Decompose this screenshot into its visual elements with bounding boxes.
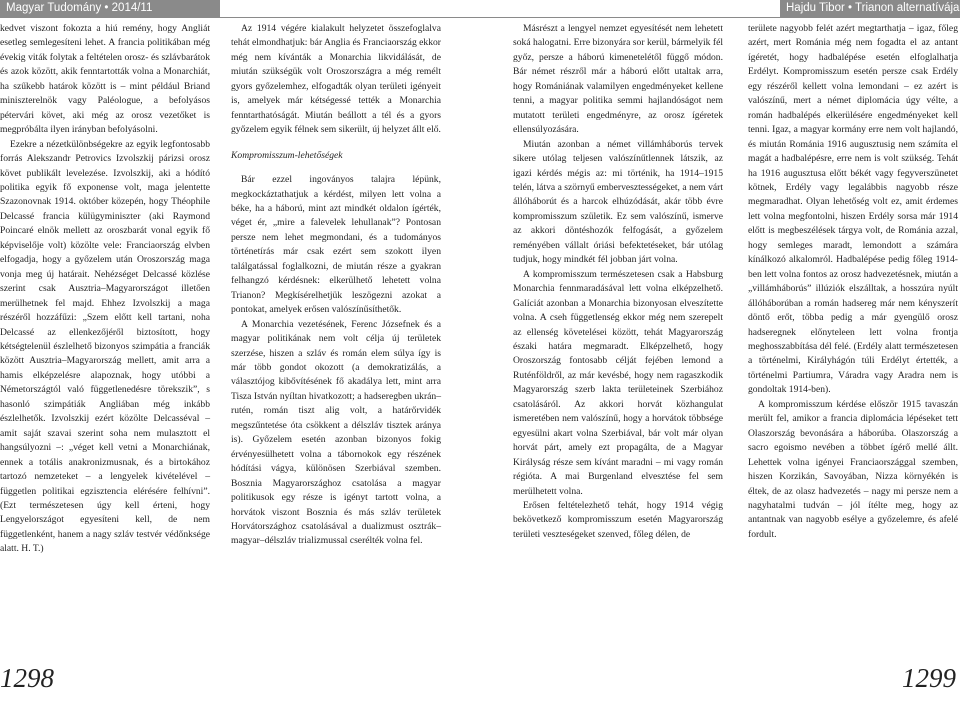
paragraph: A kompromisszum természetesen csak a Habsburg Monarchia fennmaradásával lett volna elképzelhető. Galíciát azonban a Monarchia bizonyosan elveszítette volna. A cseh függetlenség ekkor még nem szerepelt az ellenség követelései között, tehát Magyarország északi határa megmaradt. Elképzelhető, hogy Oroszország fontosabb célját fejében lemond a Ruténföldről, az már kevésbé, hogy nem ragaszkodik Magyarország szerb lakta területeinek Szerbiához csatolásáról. Az akkori horvát közhangulat ismeretében nem valószínű, hogy a horvátok többsége egyesülni akart volna Szerbiával, bár volt már olyan horvát párt, amely ezt propagálta, de a Magyar Királyság része sem kívánt maradni – mi vagy román régióta. A mai Burgenland elvesztése fel sem merülhetett volna. <box>513 268 723 497</box>
page-number-right: 1299 <box>902 663 956 693</box>
paragraph: területe nagyobb felét azért megtarthatja – igaz, főleg azért, mert Románia még nem fogadta el az antant ígéretét, hogy hadbalépése esetén elfoglalhatja Erdélyt. Kompromisszum esetén persze csak Erdély egy részéről kellett volna lemondani – ez azért is valószínű, mert a német diplomácia úgy vélte, a román hadbalépés elkerülésére engedményeket kell tenni. Igaz, a magyar kormány erre nem volt hajlandó, és miután Románia 1916 augusztusig nem számíta el magát a hadbalépésre, erre nem is volt szükség. Tehát ha 1916 augusztusa előtt békét vagy fegyverszünetet kötnek, Erdély vagy legalábbis nagyobb része megmaradhat. Olyan lehetőség volt ez, amit érdemes lett volna megfontolni, hiszen Erdély sorsa már 1914 előtt is megbeszélések tárgya volt, de Románia azzal, hogy semleges maradt, lemondott a számára kínálkozó alkalomról. Hadbalépése pedig főleg 1914-ben lett volna fontos az orosz hadvezetésnek, miután a „villámháborús” illúziók elszálltak, a hosszúra nyúlt állóháborúban a román hadsereg már nem kényszerít döntő erőt, többa pedig a már gyengülő orosz hadseregnek előnyteleen lett volna frontja meghosszabbítása dél felé. (Erdély alatt természetesen a történelmi, Királyhágón túli Erdélyt értették, a történelmi Partiumra, Váradra vagy Aradra nem is gondoltak 1914-ben). <box>748 23 958 396</box>
paragraph: Az 1914 végére kialakult helyzetet összefoglalva tehát elmondhatjuk: bár Anglia és Franciaország ekkor még nem kívánták a Monarchia likvidálását, de miután szükségük volt Oroszországra a még remélt gyors győzelemhez, elfogadták olyan területi igényeit is, amelyek már kétségessé tették a Monarchia fenntarthatóságát. Miután beállott a tél és a gyors győzelem egyik félnek sem sikerült, új helyzet állt elő. <box>231 23 441 136</box>
running-header-right: Hajdu Tibor • Trianon alternatívája <box>780 0 960 17</box>
paragraph: A Monarchia vezetésének, Ferenc Józsefnek és a magyar politikának nem volt célja új területek szerzése, hiszen a szláv és román elem súlya így is már több gondot okozott (a demokratizálás, a választójog kibővítésének fő akadálya lett, mint arra Tisza István nyíltan hivatkozott; a hadseregben ukrán–rutén, román tiszt alig volt, a határőrvidék megszűntetése óta csökkent a délszláv tisztek aránya is). Győzelem esetén azonban bizonyos fokig érvényesülhetett volna a tábornokok egy részének hódítási vágya, különösen Szerbiával szemben. Bosznia Magyarországhoz csatolása a magyar politikusok egy része is igényt tartott volna, a horvátok viszont Bosznia és más szláv területek Horvátországhoz csatolásával a dualizmust osztrák–magyar–délszláv trializmussal cserélték volna fel. <box>231 318 441 547</box>
paragraph: Ezekre a nézetkülönbségekre az egyik legfontosabb forrás Alekszandr Petrovics Izvolszkij párizsi orosz követ publikált levelezése. Izvolszkij, aki a hódító politika egyik fő exponense volt, maga jelentette Szazonovnak 1914. október közepén, hogy Théophile Delcassé francia külügyminiszter (aki Raymond Poincaré elnök mellett az oroszbarát vonal egyik fő képviselője volt) közölte vele: Franciaország elvben elfogadja, hogy a győzelem után Oroszország maga vonja meg új határait. Nehézséget Delcassé közlése szerint csak Ausztria–Magyarországot illetően merülhetnek fel majd. Ehhez Izvolszkij a maga részéről hozzáfűzi: „Szem előtt kell tartani, noha Delcassé az ellenkezőjéről biztosított, hogy kétségtelenül észlelhető bizonyos szimpátia a franciák között Ausztria–Magyarország mellett, amit arra a hamis elképzelésre alapoznak, hogy utóbbi a Németországtól való függetlenedésre törekszik”, s hasonló szimpátiák Angliában még inkább észlelhetők. Izvolszkij ezért közölte Delcasséval – amit saját szavai szerint soha nem mulasztott el hangsúlyozni –: „véget kell vetni a Monarchiának, ennek a totális anakronizmusnak, és a birtokához tartozó nemzeteket – a lengyelek kivételével – független politikai egzisztencia elérésére felhívni”. (Ezt természetesen úgy kell érteni, hogy Lengyelországot egyesíteni kell, de nem függetlenként, hanem a nagy szláv testvér védőnksége alatt. H. T.) <box>0 138 210 555</box>
paragraph: kedvet viszont fokozta a hiú remény, hogy Angliát esetleg semlegesíteni lehet. A francia politikában még évekig viták folytak a feltételen orosz- és szlávbarátok és azok között, akik fenntartották volna a Monarchiát, ha szűkebb határok között is – mint például Briand miniszterelnök vagy Paléologue, a befolyásos pétervári követ, aki még az orosz vezetőket is megpróbálta ilyen irányban befolyásolni. <box>0 23 210 136</box>
paragraph: A kompromisszum kérdése először 1915 tavaszán merült fel, amikor a francia diplomácia lépéseket tett Olaszország bevonására a háborúba. Olaszország a sacro egoismo nevében a többet ígérő mellé állt. Lehettek volna igényei Franciaországgal szemben, hiszen Korzikán, Savoyában, Nizza környékén is éltek, de az olasz hadvezetés – nagy mi persze nem a nagyhatalmi tudván – jól ítélte meg, hogy az antantnak van nagyobb esélye a győzelemre, és afelé fordult. <box>748 398 958 540</box>
paragraph: Erősen feltételezhető tehát, hogy 1914 végig bekövetkező kompromisszum esetén Magyarország területi veszteségeket szenved, főleg délen, de <box>513 499 723 540</box>
running-header-left: Magyar Tudomány • 2014/11 <box>0 0 220 17</box>
paragraph: Miután azonban a német villámháborús tervek sikere utólag teljesen valószínűtlennek látszik, az igazi kérdés mégis az: mi történik, ha 1914–1915 telén, látva a szörnyű embervesztességeket, a nem várt állóháborút és a harcok elhúzódását, akár több évre kompromisszum születik. Ez sem valószínű, ismerve az akkori döntéshozók felfogását, a győzelem reményében vállalt óriási befektetéseket, bár utólag tudjuk, hogy mindkét fél jobban járt volna. <box>513 138 723 266</box>
section-subheading: Kompromisszum-lehetőségek <box>231 149 343 161</box>
header-rule-right <box>480 17 960 18</box>
text-column-2 <box>231 22 441 549</box>
page-number-left: 1298 <box>0 663 54 693</box>
paragraph: Bár ezzel ingoványos talajra lépünk, megkockáztathatjuk a kérdést, milyen lett volna a béke, ha a háború, mint azt mindkét oldalon ígérték, véget ér, „mire a falevelek lehullanak”? Pontosan persze nem lehet megmondani, és a tudományos történetírás már csak ezért sem szokott ilyen találgatással foglalkozni, de miután része a gyakran felhangzó kérdésnek: elkerülhető lehetett volna Trianon? Megkísérelhetjük leszögezni azokat a pontokat, amelyek erősen valószínűsíthetők. <box>231 174 441 316</box>
text-column-1 <box>0 22 210 557</box>
header-rule-left <box>0 17 480 18</box>
text-column-4 <box>748 22 958 542</box>
text-column-3 <box>513 22 723 542</box>
paragraph: Másrészt a lengyel nemzet egyesítését nem lehetett soká halogatni. Erre bizonyára sor kerül, bármelyik fél győz, persze a háború kimenetelétől függő módon. Bár német részről már a háború előtt utaltak arra, hogy Romániának valamilyen engedményeket kellene tenni, a magyar politika semmi hajlandóságot nem mutatott területi engedményre, az orosz ígéretek ellensúlyozására. <box>513 23 723 136</box>
